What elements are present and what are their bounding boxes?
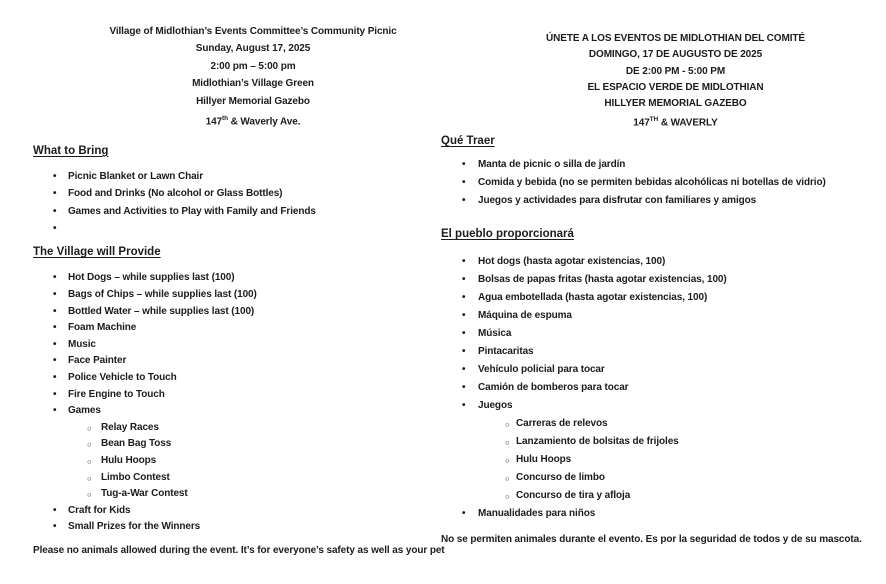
event-place: Midlothian’s Village Green (192, 78, 314, 90)
event-time: 2:00 pm – 5:00 pm (210, 60, 296, 72)
list-item (441, 361, 886, 379)
sub-list-item-text: Bean Bag Toss (101, 438, 172, 450)
event-date: Sunday, August 17, 2025 (195, 43, 311, 55)
sub-list-item (68, 420, 473, 437)
address-street: & Waverly Ave. (227, 116, 301, 128)
sub-list (478, 415, 886, 505)
list-item (33, 270, 473, 287)
list-item-text: Hot Dogs – while supplies last (100) (68, 272, 235, 284)
list-item-text: Games (68, 405, 101, 417)
list-item (33, 287, 473, 304)
event-title: Village of Midlothian’s Events Committee’s Community Picnic (109, 26, 397, 37)
list-item-text: Juegos (478, 400, 513, 412)
list-item (33, 353, 473, 370)
list-item (33, 387, 473, 404)
list-item-text: Picnic Blanket or Lawn Chair (68, 170, 204, 182)
sub-list-item-text: Hulu Hoops (101, 454, 157, 466)
section-heading-pueblo-proporcionara: El pueblo proporcionará (441, 228, 574, 241)
list-item-text: Máquina de espuma (478, 310, 572, 322)
spanish-column (441, 0, 886, 546)
list-item-text: Small Prizes for the Winners (68, 521, 201, 533)
address-number-es: 147 (633, 117, 650, 129)
sub-list-item-text: Limbo Contest (101, 471, 170, 483)
event-venue-es: HILLYER MEMORIAL GAZEBO (604, 98, 747, 110)
event-address (33, 110, 473, 131)
section-heading-what-to-bring: What to Bring (33, 144, 109, 157)
sub-list-item (68, 453, 473, 470)
list-item-text: Manualidades para niños (478, 508, 596, 520)
event-time-es: DE 2:00 PM - 5:00 PM (625, 65, 726, 77)
list-item (441, 192, 886, 210)
list-item-text: Fire Engine to Touch (68, 388, 165, 400)
pueblo-proporcionara-list (441, 253, 886, 523)
no-animals-note-english: Please no animals allowed during the event. It’s for everyone’s safety as well as your pet (33, 544, 445, 556)
list-item-text: Games and Activities to Play with Family and Friends (68, 205, 316, 217)
event-venue: Hillyer Memorial Gazebo (196, 95, 310, 107)
list-item-text: Bottled Water – while supplies last (100) (68, 305, 255, 317)
list-item (33, 370, 473, 387)
village-will-provide-list (33, 270, 473, 536)
list-item (33, 403, 473, 503)
list-item-text: Bags of Chips – while supplies last (100) (68, 288, 257, 300)
list-item (441, 343, 886, 361)
address-ordinal-es: TH (649, 116, 659, 124)
sub-list-item (478, 415, 886, 433)
no-animals-note-spanish: No se permiten animales durante el evento. Es por la seguridad de todos y de su mascota. (441, 534, 862, 546)
address-number: 147 (205, 116, 223, 128)
list-item (441, 271, 886, 289)
address-street-es: & WAVERLY (658, 117, 718, 129)
sub-list-item (68, 470, 473, 487)
list-item (441, 505, 886, 523)
list-item (33, 185, 473, 202)
list-item-text: Juegos y actividades para disfrutar con familiares y amigos (478, 195, 757, 207)
list-item (441, 397, 886, 505)
list-item-text: Police Vehicle to Touch (68, 371, 177, 383)
list-item-text: Camión de bomberos para tocar (478, 382, 629, 394)
sub-list-item-text: Hulu Hoops (516, 454, 572, 466)
list-item (441, 174, 886, 192)
list-item (33, 168, 473, 185)
sub-list-item (478, 433, 886, 451)
list-item (441, 156, 886, 174)
sub-list-item-text: Carreras de relevos (516, 418, 608, 430)
section-heading-village-will-provide: The Village will Provide (33, 246, 161, 259)
event-address-es (465, 112, 886, 132)
que-traer-list (441, 156, 886, 210)
sub-list-item (68, 486, 473, 503)
list-item (33, 304, 473, 321)
list-item (33, 320, 473, 337)
sub-list-item-text: Relay Races (101, 421, 159, 433)
list-item (441, 289, 886, 307)
list-item-text: Foam Machine (68, 322, 137, 334)
event-header-english (33, 23, 473, 131)
list-item-text: Vehículo policial para tocar (478, 364, 605, 376)
list-item-text: Bolsas de papas fritas (hasta agotar existencias, 100) (478, 274, 727, 286)
list-item-text: Agua embotellada (hasta agotar existencias, 100) (478, 292, 708, 304)
list-item-text: Craft for Kids (68, 504, 131, 516)
english-column (33, 0, 473, 557)
sub-list-item (478, 487, 886, 505)
list-item-text: Face Painter (68, 355, 127, 367)
list-item-text: Manta de picnic o silla de jardín (478, 159, 626, 171)
list-item (441, 307, 886, 325)
list-item-text: Pintacaritas (478, 346, 534, 358)
sub-list-item-text: Tug-a-War Contest (101, 488, 188, 500)
sub-list (68, 420, 473, 503)
event-title-es: ÚNETE A LOS EVENTOS DE MIDLOTHIAN DEL COMITÉ (546, 33, 805, 44)
section-heading-que-traer: Qué Traer (441, 135, 495, 148)
sub-list-item (68, 436, 473, 453)
sub-list-item (478, 451, 886, 469)
list-item (33, 220, 473, 237)
list-item-text: Música (478, 328, 512, 340)
list-item-text: Hot dogs (hasta agotar existencias, 100) (478, 256, 666, 268)
list-item (33, 519, 473, 536)
event-place-es: EL ESPACIO VERDE DE MIDLOTHIAN (587, 81, 764, 93)
event-date-es: DOMINGO, 17 DE AUGUSTO DE 2025 (588, 49, 763, 61)
list-item (33, 337, 473, 354)
sub-list-item-text: Lanzamiento de bolsitas de frijoles (516, 436, 679, 448)
sub-list-item (478, 469, 886, 487)
list-item-text: Music (68, 338, 96, 350)
list-item (441, 325, 886, 343)
what-to-bring-list (33, 168, 473, 238)
sub-list-item-text: Concurso de tira y afloja (516, 490, 631, 502)
list-item (441, 379, 886, 397)
list-item (33, 203, 473, 220)
address-ordinal: th (222, 115, 228, 123)
list-item-text: Comida y bebida (no se permiten bebidas alcohólicas ni botellas de vidrio) (478, 177, 826, 189)
sub-list-item-text: Concurso de limbo (516, 472, 605, 484)
list-item (441, 253, 886, 271)
list-item (33, 503, 473, 520)
list-item-text: Food and Drinks (No alcohol or Glass Bottles) (68, 188, 283, 200)
event-header-spanish (441, 31, 886, 132)
